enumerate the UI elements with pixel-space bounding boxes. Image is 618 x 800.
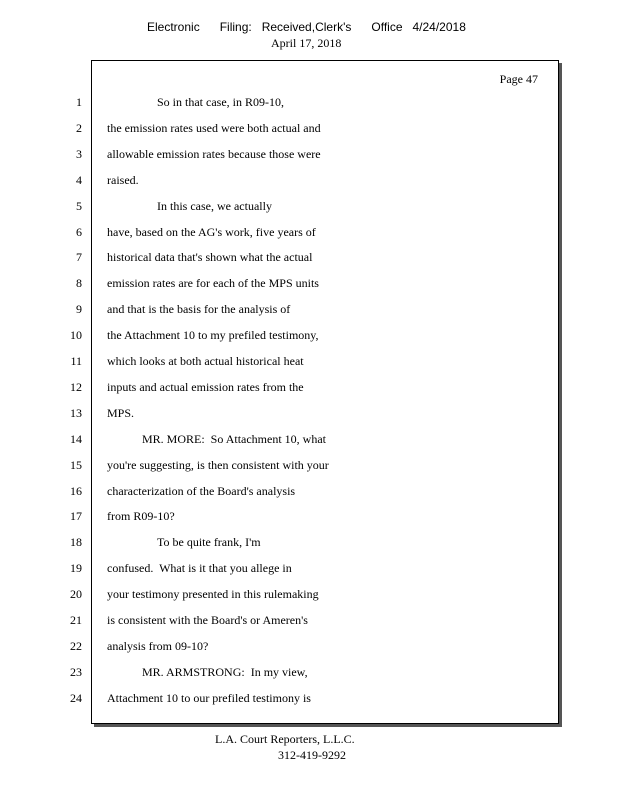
reporter-phone: 312-419-9292	[278, 748, 346, 762]
transcript-line: inputs and actual emission rates from the	[107, 380, 304, 394]
line-number: 8	[76, 276, 82, 290]
transcript-line: have, based on the AG's work, five years of	[107, 225, 316, 239]
line-number: 7	[76, 250, 82, 264]
line-number: 24	[70, 691, 82, 705]
transcript-line: raised.	[107, 173, 139, 187]
filing-stamp: Electronic Filing: Received,Clerk's Office 4/24/2018	[147, 20, 466, 34]
transcript-line: emission rates are for each of the MPS units	[107, 276, 319, 290]
transcript-line: your testimony presented in this rulemaking	[107, 587, 319, 601]
reporter-name: L.A. Court Reporters, L.L.C.	[215, 732, 355, 746]
line-number: 20	[70, 587, 82, 601]
line-number: 12	[70, 380, 82, 394]
transcript-line: the emission rates used were both actual and	[107, 121, 321, 135]
transcript-line: which looks at both actual historical heat	[107, 354, 304, 368]
line-number: 17	[70, 509, 82, 523]
line-number: 23	[70, 665, 82, 679]
transcript-line: Attachment 10 to our prefiled testimony is	[107, 691, 311, 705]
line-number: 22	[70, 639, 82, 653]
transcript-line: MR. ARMSTRONG: In my view,	[142, 665, 308, 679]
line-number: 3	[76, 147, 82, 161]
line-number: 13	[70, 406, 82, 420]
line-number: 4	[76, 173, 82, 187]
transcript-line: So in that case, in R09-10,	[157, 95, 284, 109]
page-number: Page 47	[499, 72, 538, 86]
transcript-line: and that is the basis for the analysis of	[107, 302, 291, 316]
transcript-line: MPS.	[107, 406, 135, 420]
transcript-date: April 17, 2018	[271, 36, 342, 50]
line-number: 2	[76, 121, 82, 135]
line-number: 21	[70, 613, 82, 627]
line-number: 19	[70, 561, 82, 575]
transcript-line: historical data that's shown what the actual	[107, 250, 313, 264]
transcript-line: from R09-10?	[107, 509, 175, 523]
line-number: 9	[76, 302, 82, 316]
line-number: 1	[76, 95, 82, 109]
transcript-line: allowable emission rates because those were	[107, 147, 321, 161]
transcript-line: To be quite frank, I'm	[157, 535, 261, 549]
line-number: 15	[70, 458, 82, 472]
transcript-line: confused. What is it that you allege in	[107, 561, 292, 575]
transcript-line: characterization of the Board's analysis	[107, 484, 296, 498]
transcript-line: analysis from 09-10?	[107, 639, 209, 653]
line-number: 18	[70, 535, 82, 549]
transcript-line: is consistent with the Board's or Ameren's	[107, 613, 308, 627]
line-number: 16	[70, 484, 82, 498]
transcript-line: MR. MORE: So Attachment 10, what	[142, 432, 326, 446]
transcript-line: In this case, we actually	[157, 199, 272, 213]
line-number: 11	[70, 354, 82, 368]
line-number: 14	[70, 432, 82, 446]
transcript-line: the Attachment 10 to my prefiled testimony,	[107, 328, 319, 342]
line-number: 10	[70, 328, 82, 342]
line-number: 5	[76, 199, 82, 213]
transcript-line: you're suggesting, is then consistent with your	[107, 458, 329, 472]
line-number: 6	[76, 225, 82, 239]
